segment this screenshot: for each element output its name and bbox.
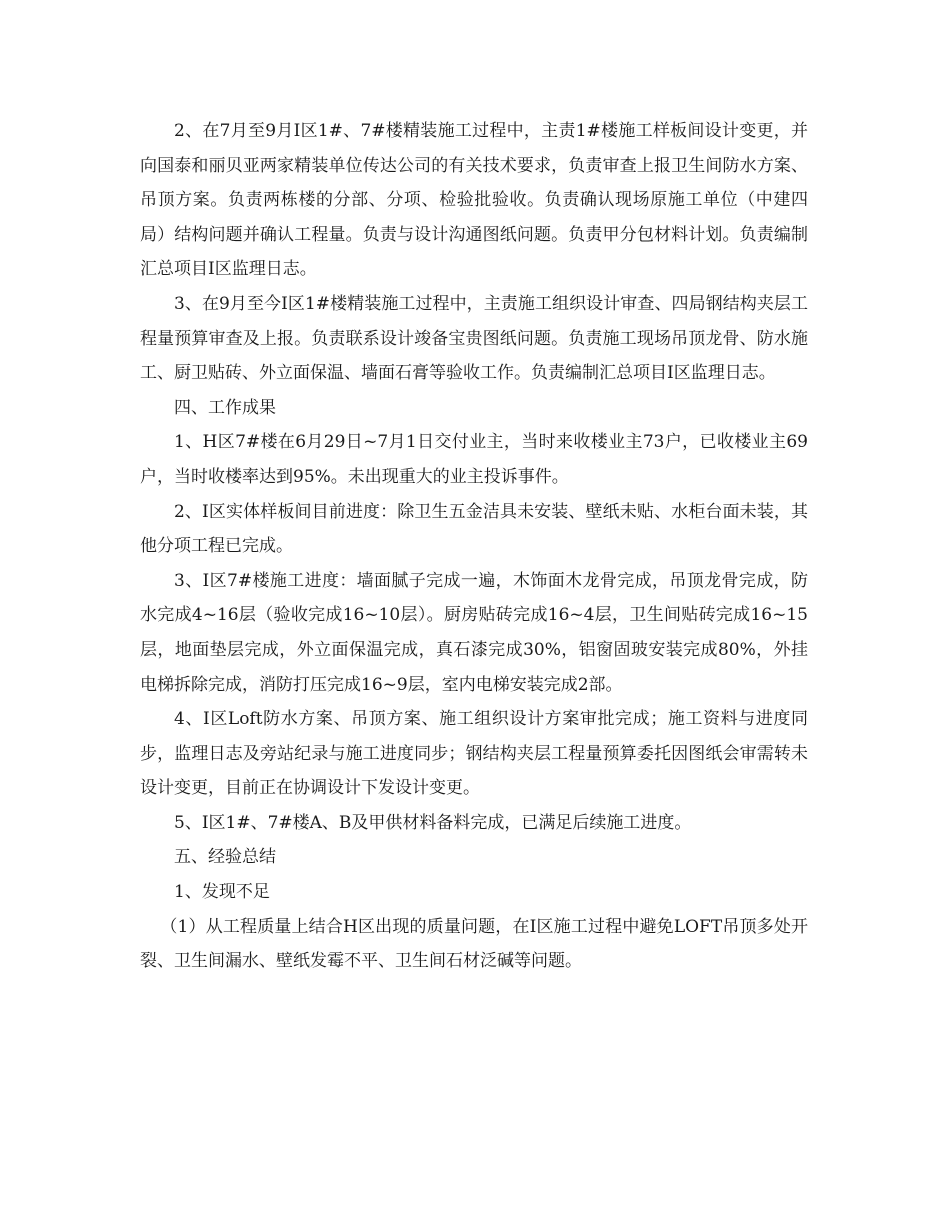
section-heading-work-results: 四、工作成果 xyxy=(174,397,276,418)
paragraph-result-2: 2、Ⅰ区实体样板间目前进度：除卫生五金洁具未安装、壁纸未贴、水柜台面未装，其他分项工程已完成。 xyxy=(140,501,808,557)
paragraph-3-responsibilities: 3、在9月至今Ⅰ区1#楼精装施工过程中，主责施工组织设计审查、四局钢结构夹层工程量预算审查及上报。负责联系设计竣备宝贵图纸问题。负责施工现场吊顶龙骨、防水施工、厨卫贴砖、外立面保温、墙面石膏等验收工作。负责编制汇总项目Ⅰ区监理日志。 xyxy=(140,293,808,384)
document-page xyxy=(140,114,808,979)
section-heading-experience-summary: 五、经验总结 xyxy=(174,847,276,868)
paragraph-result-1: 1、H区7#楼在6月29日~7月1日交付业主，当时来收楼业主73户，已收楼业主69户，当时收楼率达到95%。未出现重大的业主投诉事件。 xyxy=(140,432,808,487)
subheading-shortcomings: 1、发现不足 xyxy=(174,882,270,903)
paragraph-result-3: 3、Ⅰ区7#楼施工进度：墙面腻子完成一遍，木饰面木龙骨完成，吊顶龙骨完成，防水完成4~16层（验收完成16~10层）。厨房贴砖完成16~4层，卫生间贴砖完成16~15层，地面垫层完成，外立面保温完成，真石漆完成30%，铝窗固玻安装完成80%，外挂电梯拆除完成，消防打压完成16~9层，室内电梯安装完成2部。 xyxy=(140,570,808,695)
paragraph-shortcoming-1: （1）从工程质量上结合H区出现的质量问题，在Ⅰ区施工过程中避免LOFT吊顶多处开裂、卫生间漏水、壁纸发霉不平、卫生间石材泛碱等问题。 xyxy=(140,916,808,972)
paragraph-2-responsibilities: 2、在7月至9月Ⅰ区1#、7#楼精装施工过程中，主责1#楼施工样板间设计变更，并向国泰和丽贝亚两家精装单位传达公司的有关技术要求，负责审查上报卫生间防水方案、吊顶方案。负责两栋楼的分部、分项、检验批验收。负责确认现场原施工单位（中建四局）结构问题并确认工程量。负责与设计沟通图纸问题。负责甲分包材料计划。负责编制汇总项目Ⅰ区监理日志。 xyxy=(140,121,808,280)
paragraph-result-5: 5、Ⅰ区1#、7#楼A、B及甲供材料备料完成，已满足后续施工进度。 xyxy=(174,812,692,833)
paragraph-result-4: 4、Ⅰ区Loft防水方案、吊顶方案、施工组织设计方案审批完成；施工资料与进度同步，监理日志及旁站纪录与施工进度同步；钢结构夹层工程量预算委托因图纸会审需转未设计变更，目前正在协调设计下发设计变更。 xyxy=(140,709,808,799)
